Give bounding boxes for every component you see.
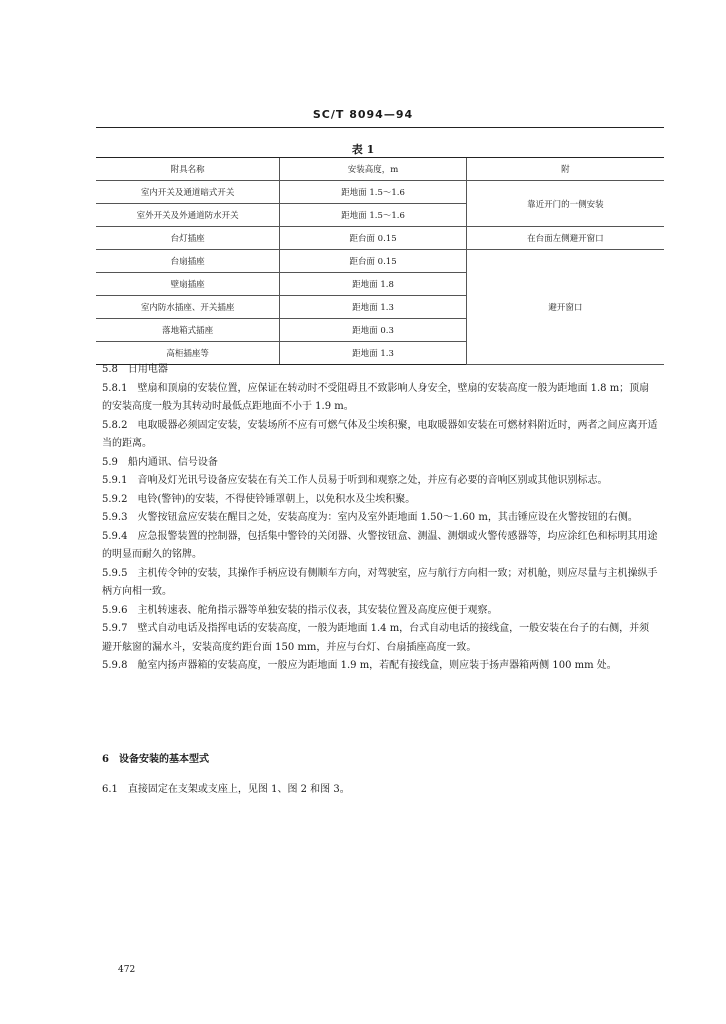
column-header-installation-height: 安装高度，m xyxy=(280,158,466,181)
clause-5-9-6: 5.9.6 主机转速表、舵角指示器等单独安装的指示仪表，其安装位置及高度应便于观察。 xyxy=(102,604,498,616)
section-heading-6: 6 设备安装的基本型式 xyxy=(102,754,209,765)
clause-5-9-1: 5.9.1 音响及灯光讯号设备应安装在有关工作人员易于听到和观察之处，并应有必要的音响区别或其他识别标志。 xyxy=(102,475,608,486)
table-row xyxy=(96,227,664,250)
clause-5-9-4: 5.9.4 应急报警装置的控制器，包括集中警铃的关闭器、火警按钮盒、测温、测烟或火警传感器等，均应涂红色和标明其用途的明显而耐久的铭牌。 xyxy=(102,530,658,560)
installation-height-table xyxy=(96,157,664,365)
body-text xyxy=(102,361,658,676)
note-cell: 在台面左侧避开窗口 xyxy=(466,227,664,250)
standard-number-header: SC/T 8094—94 xyxy=(312,108,414,121)
fixture-name-cell: 壁扇插座 xyxy=(96,273,280,296)
height-cell: 距台面 0.15 xyxy=(280,227,466,250)
clause-5-9-7: 5.9.7 壁式自动电话及指挥电话的安装高度，一般为距地面 1.4 m，台式自动电话的接线盒，一般安装在台子的右侧，并须避开舷窗的漏水斗，安装高度约距台面 150 mm，并应与台灯、台扇插座高度一致。 xyxy=(102,623,650,653)
height-cell: 距地面 0.3 xyxy=(280,319,466,342)
table-title: 表 1 xyxy=(351,143,375,156)
clause-6-1: 6.1 直接固定在支架或支座上，见图 1、图 2 和图 3。 xyxy=(102,784,350,795)
height-cell: 距地面 1.5～1.6 xyxy=(280,181,466,204)
fixture-name-cell: 室外开关及外通道防水开关 xyxy=(96,204,280,227)
height-cell: 距地面 1.3 xyxy=(280,296,466,319)
column-header-notes: 附 xyxy=(466,158,664,181)
fixture-name-cell: 落地箱式插座 xyxy=(96,319,280,342)
clause-5-8-1: 5.8.1 壁扇和顶扇的安装位置，应保证在转动时不受阻碍且不致影响人身安全，壁扇的安装高度一般为距地面 1.8 m；顶扇的安装高度一般为其转动时最低点距地面不小于 1.9 m。 xyxy=(102,382,650,412)
section-heading-5-8: 5.8 日用电器 xyxy=(102,364,168,375)
height-cell: 距台面 0.15 xyxy=(280,250,466,273)
height-cell: 距地面 1.5～1.6 xyxy=(280,204,466,227)
fixture-name-cell: 室内开关及通道暗式开关 xyxy=(96,181,280,204)
clause-5-9-3: 5.9.3 火警按钮盒应安装在醒目之处，安装高度为：室内及室外距地面 1.50～1.60 m，其击锤应设在火警按钮的右侧。 xyxy=(102,512,638,523)
table-row xyxy=(96,250,664,273)
fixture-name-cell: 高柜插座等 xyxy=(96,342,280,365)
fixture-name-cell: 台灯插座 xyxy=(96,227,280,250)
height-cell: 距地面 1.8 xyxy=(280,273,466,296)
clause-5-8-2: 5.8.2 电取暖器必须固定安装，安装场所不应有可燃气体及尘埃积聚，电取暖器如安装在可燃材料附近时，两者之间应离开适当的距离。 xyxy=(102,419,658,449)
note-cell: 靠近开门的一侧安装 xyxy=(466,181,664,227)
fixture-name-cell: 室内防水插座、开关插座 xyxy=(96,296,280,319)
column-header-fixture-name: 附具名称 xyxy=(96,158,280,181)
clause-5-9-5: 5.9.5 主机传令钟的安装，其操作手柄应设有侧顺车方向，对驾驶室，应与航行方向相一致；对机舱，则应尽量与主机操纵手柄方向相一致。 xyxy=(102,567,658,597)
height-cell: 距地面 1.3 xyxy=(280,342,466,365)
clause-5-9-8: 5.9.8 舱室内扬声器箱的安装高度，一般应为距地面 1.9 m，若配有接线盒，则应装于扬声器箱两侧 100 mm 处。 xyxy=(102,660,617,671)
table-row xyxy=(96,181,664,204)
note-cell: 避开窗口 xyxy=(466,250,664,365)
page-number: 472 xyxy=(118,965,136,975)
section-heading-5-9: 5.9 船内通讯、信号设备 xyxy=(102,456,218,468)
header-rule xyxy=(96,127,664,128)
clause-5-9-2: 5.9.2 电铃(警钟)的安装，不得使铃锤罩朝上，以免积水及尘埃积聚。 xyxy=(102,493,416,505)
table-header-row xyxy=(96,158,664,181)
fixture-name-cell: 台扇插座 xyxy=(96,250,280,273)
